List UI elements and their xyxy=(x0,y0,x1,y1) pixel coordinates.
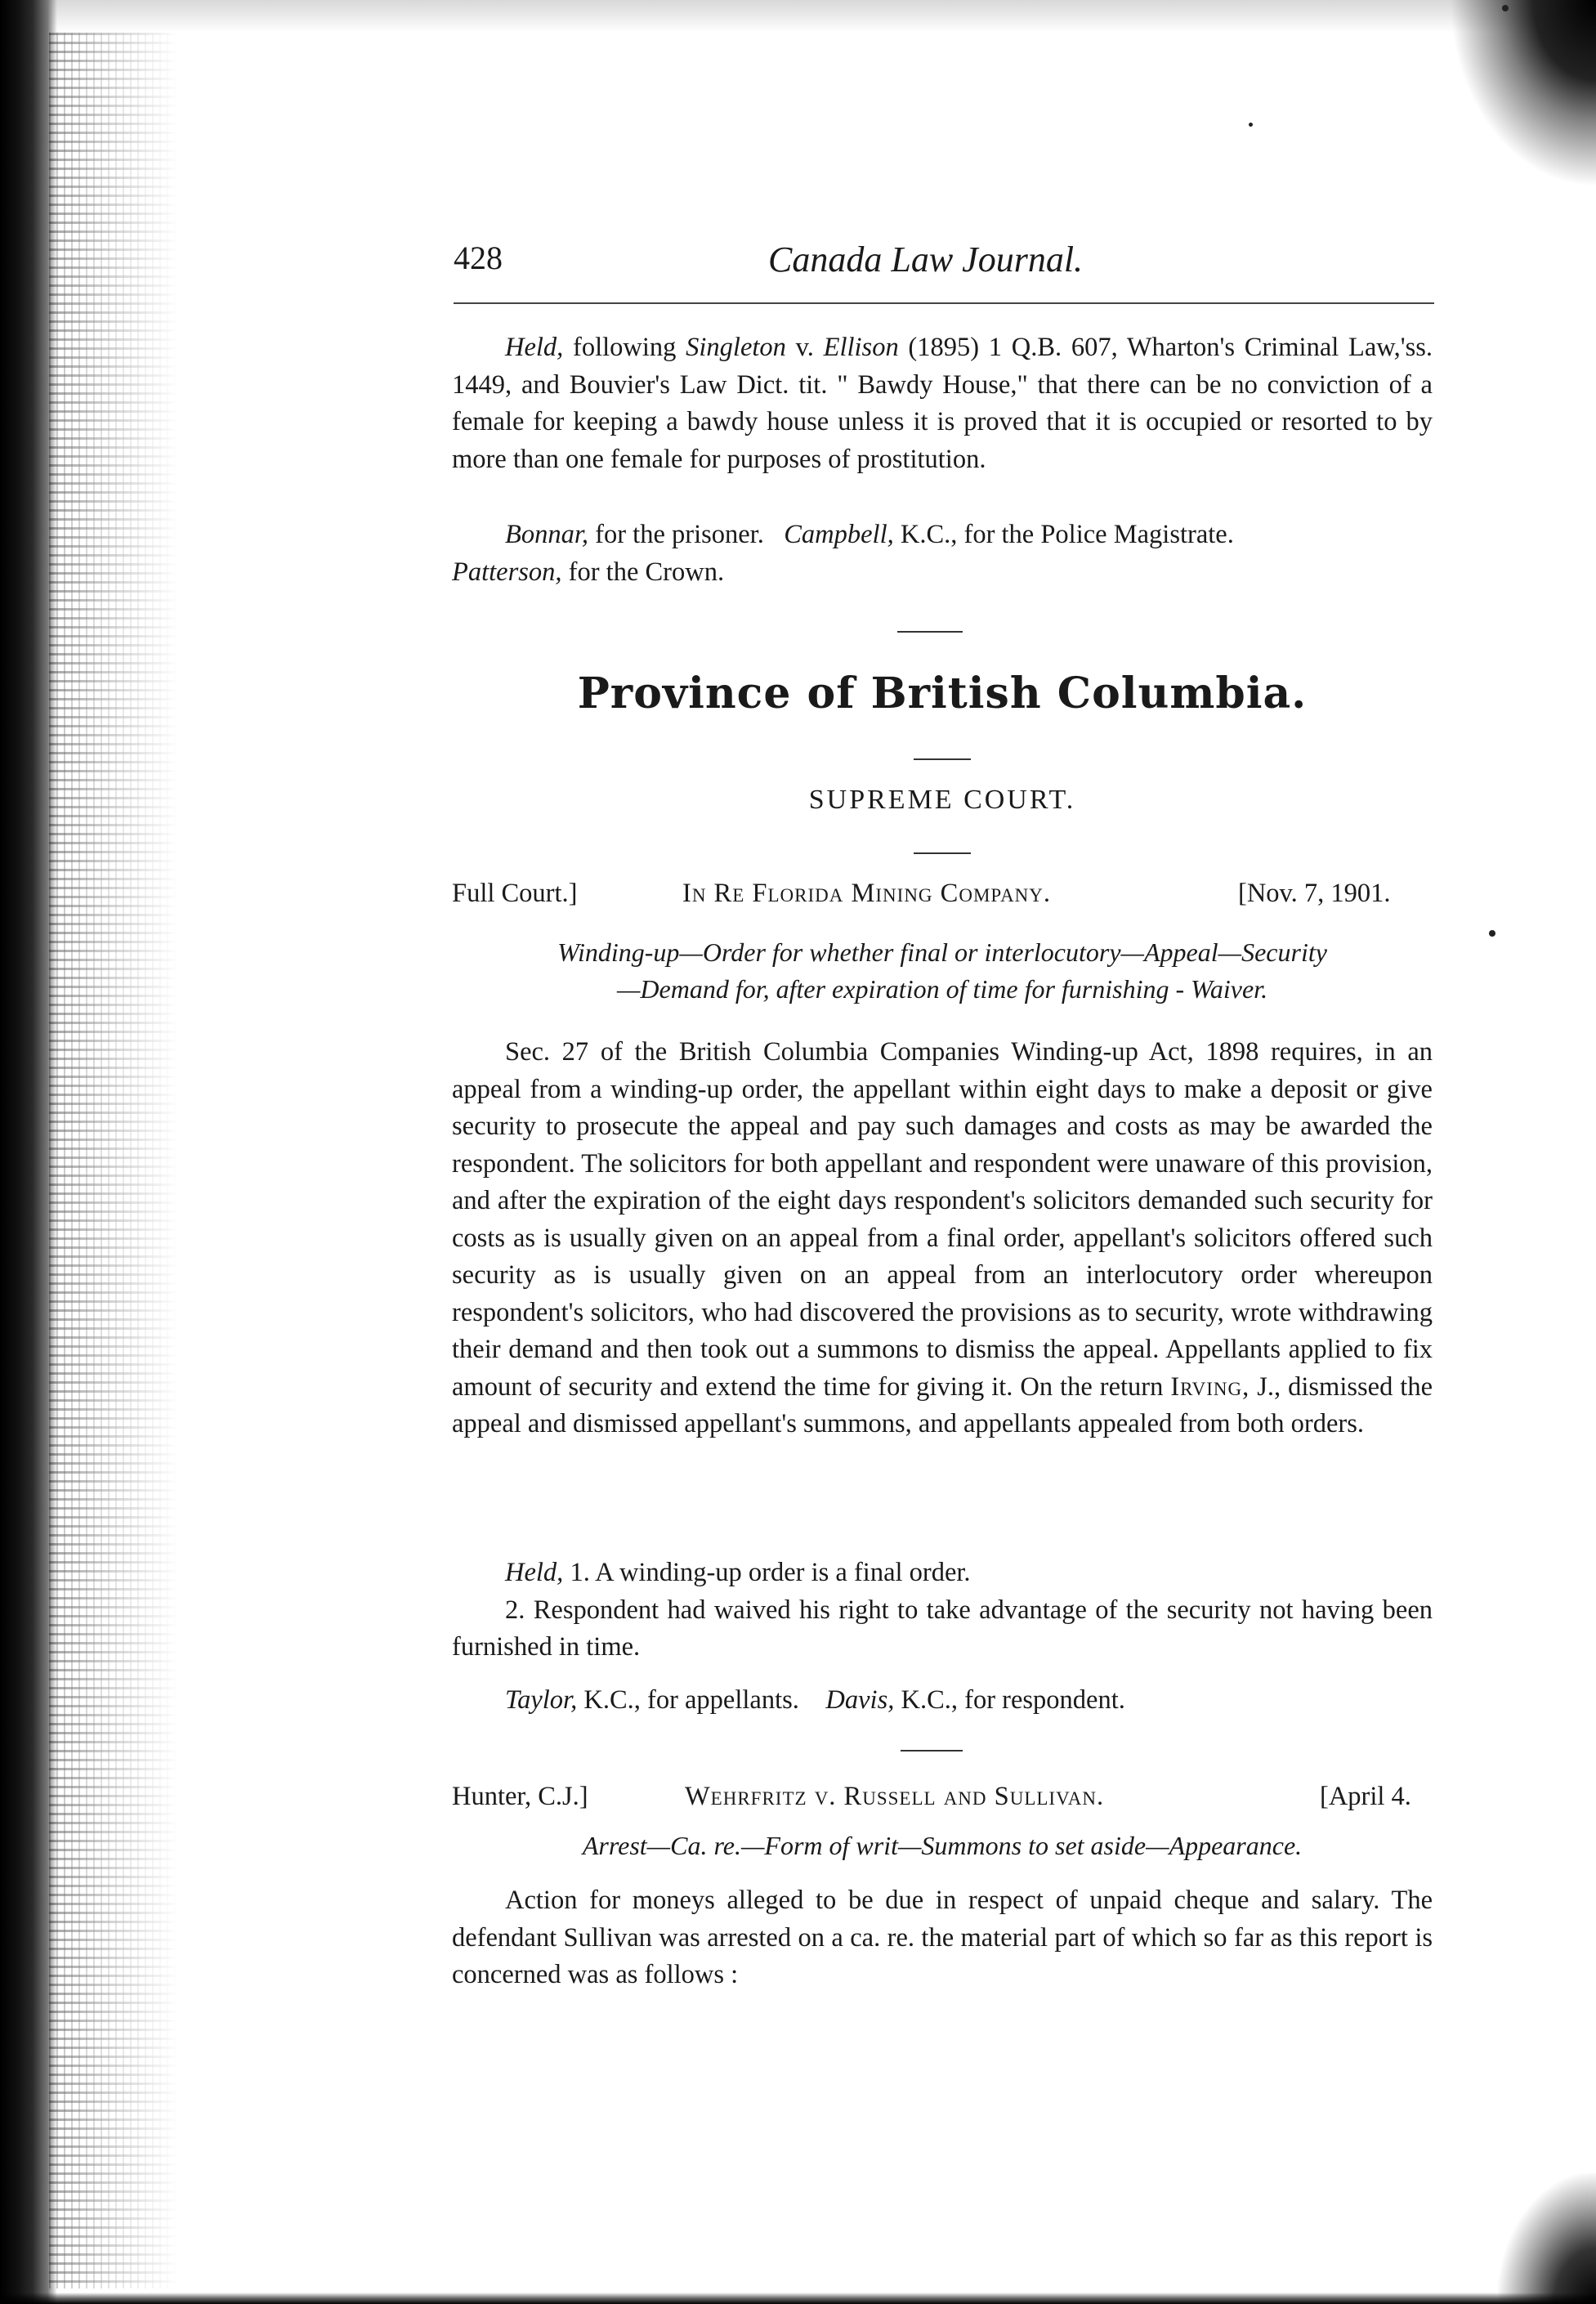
case-facts: Action for moneys alleged to be due in respect of unpaid cheque and salary. The defendant Sullivan was arrested on a ca. re. the material part of which so far as this report is concerned was as follows : xyxy=(452,1886,1433,1989)
court-title: SUPREME COURT. xyxy=(808,785,1076,815)
scan-speck xyxy=(1489,930,1495,937)
running-head xyxy=(454,239,1434,288)
section-rule xyxy=(914,758,971,760)
holding-point: 2. Respondent had waived his right to take advantage of the security not having been furnished in time. xyxy=(452,1595,1433,1662)
case-holding xyxy=(452,1555,1433,1666)
scan-corner-bottom-right xyxy=(1498,2173,1596,2304)
case-headnote: Arrest—Ca. re.—Form of writ—Summons to set aside—Appearance. xyxy=(582,1831,1303,1860)
judge-name: Irving, xyxy=(1170,1371,1250,1402)
case-title: In Re Florida Mining Company. xyxy=(682,879,1052,908)
case-counsel xyxy=(452,1682,1433,1720)
counsel-role: for the prisoner. xyxy=(595,520,764,549)
counsel-name: Taylor, xyxy=(505,1685,578,1715)
scan-speck xyxy=(1502,5,1509,11)
section-rule xyxy=(914,852,971,854)
case-caption xyxy=(452,879,1433,916)
held-label: Held, xyxy=(505,333,564,362)
case-facts: Sec. 27 of the British Columbia Companies Winding-up Act, 1898 requires, in an appeal from a winding-up order, the appellant within eight days to make a deposit or give security to prosecute the appeal and pay such damages and costs as may be awarded the respondent. The solicitors for both appellant and respondent were unaware of this provision, and after the expiration of the eight days respondent's solicitors demanded such security for costs as is usually given on an appeal from a final order, appellant's solicitors offered such security as is usually given on an appeal from an interlocutory order whereupon respondent's solicitors, who had discovered the provisions as to security, wrote withdrawing their demand and then took out a summons to dismiss the appeal. Appellants applied to fix amount of security and extend the time for giving it. On the return xyxy=(452,1037,1433,1402)
journal-title: Canada Law Journal. xyxy=(768,239,1084,280)
case-name: Ellison xyxy=(823,333,899,362)
held-text: (1895) 1 Q.B. 607, Wharton's Criminal Law,'ss. 1449, and Bouvier's Law Dict. tit. " Bawdy House," that there can be no conviction of a female for keeping a bawdy house unless it is proved that it is occupied or resorted to by more than one female for purposes of prostitution. xyxy=(452,333,1433,474)
case-body xyxy=(452,1882,1433,1994)
prior-case-counsel xyxy=(452,517,1433,591)
case-date: [April 4. xyxy=(1320,1782,1411,1811)
scan-spine-noise xyxy=(49,33,180,2288)
versus: v. xyxy=(795,333,814,362)
prior-case-holding xyxy=(452,329,1433,478)
page-number: 428 xyxy=(454,239,503,276)
case-facts: J., dismissed the appeal and dismissed appellant's summons, and appellants appealed from both orders. xyxy=(452,1371,1433,1438)
case-title: Wehrfritz v. Russell and Sullivan. xyxy=(685,1782,1105,1811)
province-title: Province of British Columbia. xyxy=(577,669,1308,718)
counsel-role: for the Crown. xyxy=(568,557,725,587)
held-label: Held, xyxy=(505,1558,564,1587)
scan-bottom-edge xyxy=(0,2293,1596,2304)
scan-top-shadow xyxy=(0,0,1596,33)
held-text: following xyxy=(573,333,677,362)
counsel-role: K.C., for the Police Magistrate. xyxy=(900,520,1234,549)
case-name: Singleton xyxy=(686,333,786,362)
counsel-role: K.C., for appellants. xyxy=(583,1685,799,1715)
section-rule xyxy=(897,631,963,633)
scan-speck xyxy=(1249,123,1253,127)
case-court: Hunter, C.J.] xyxy=(452,1782,588,1811)
headnote-line: —Demand for, after expiration of time for furnishing - Waiver. xyxy=(616,974,1268,1004)
case-date: [Nov. 7, 1901. xyxy=(1238,879,1391,908)
case-body xyxy=(452,1034,1433,1443)
headnote-line: Winding-up—Order for whether final or interlocutory—Appeal—Security xyxy=(557,937,1327,967)
counsel-name: Davis, xyxy=(825,1685,895,1715)
section-rule xyxy=(901,1750,963,1751)
scan-corner-top-right xyxy=(1449,0,1596,188)
case-court: Full Court.] xyxy=(452,879,578,908)
case-headnote xyxy=(452,934,1433,1008)
counsel-name: Campbell, xyxy=(784,520,894,549)
holding-point: 1. A winding-up order is a final order. xyxy=(570,1558,971,1587)
header-rule xyxy=(454,302,1434,304)
counsel-name: Bonnar, xyxy=(505,520,589,549)
counsel-role: K.C., for respondent. xyxy=(901,1685,1125,1715)
case-caption xyxy=(452,1782,1433,1819)
counsel-name: Patterson, xyxy=(452,557,562,587)
